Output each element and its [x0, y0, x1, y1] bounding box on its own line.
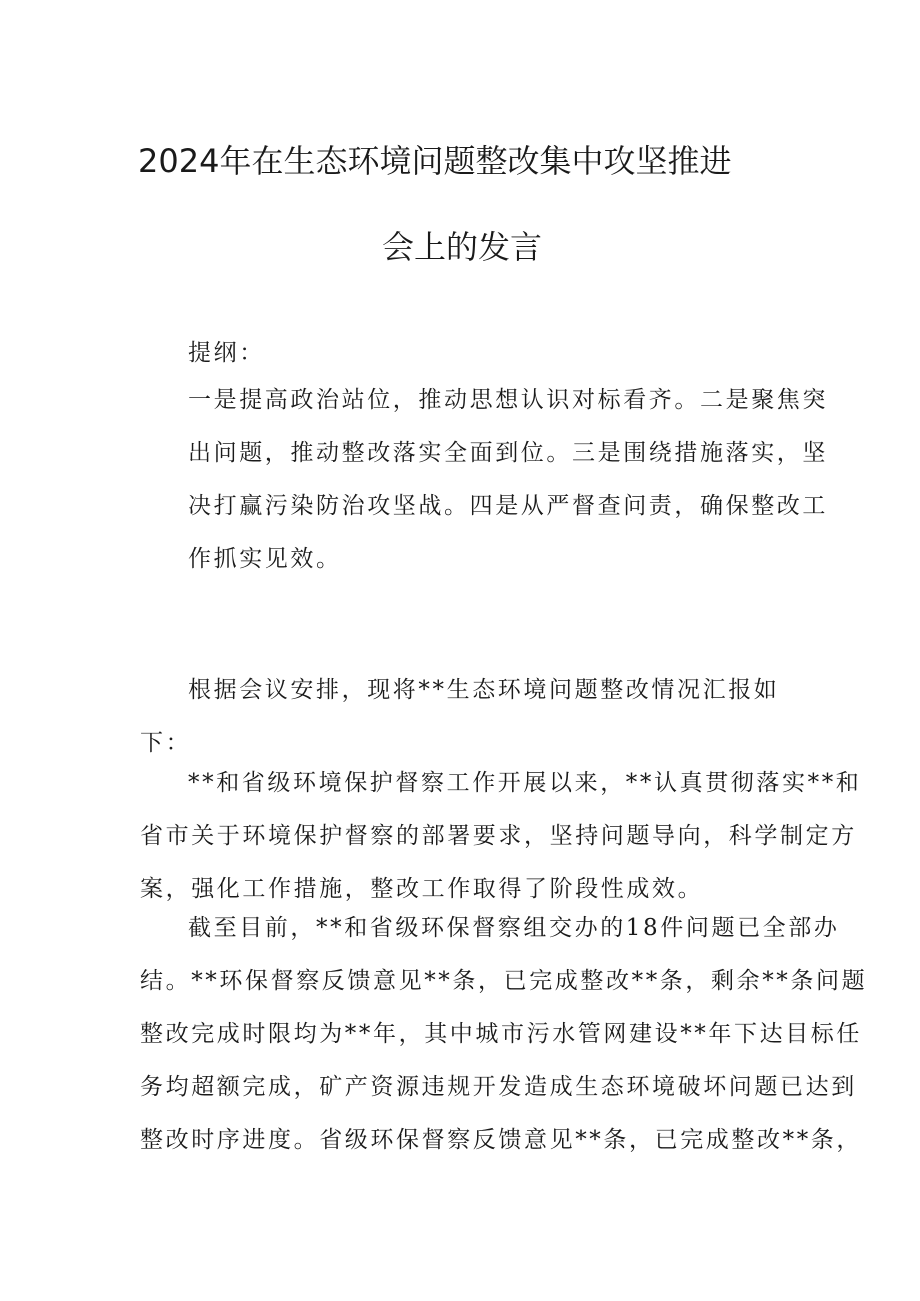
paragraph-line: **和省级环境保护督察工作开展以来，**认真贯彻落实**和 — [188, 770, 862, 796]
intro-line: 根据会议安排，现将**生态环境问题整改情况汇报如 — [188, 677, 780, 703]
paragraph-line: 结。**环保督察反馈意见**条，已完成整改**条，剩余**条问题 — [140, 968, 868, 994]
body-paragraph-1 — [140, 757, 862, 916]
paragraph-line: 案，强化工作措施，整改工作取得了阶段性成效。 — [140, 876, 704, 902]
intro-line: 下： — [140, 730, 192, 756]
outline-label: 提纲： — [188, 340, 265, 366]
outline-line: 决打赢污染防治攻坚战。四是从严督查问责，确保整改工 — [188, 493, 828, 519]
intro-paragraph — [140, 664, 790, 770]
paragraph-line: 整改完成时限均为**年，其中城市污水管网建设**年下达目标任 — [140, 1021, 862, 1047]
document-title-line-1: 2024年在生态环境问题整改集中攻坚推进 — [138, 142, 732, 180]
body-paragraph-2 — [140, 902, 868, 1167]
outline-line: 出问题，推动整改落实全面到位。三是围绕措施落实，坚 — [188, 440, 828, 466]
paragraph-line: 整改时序进度。省级环保督察反馈意见**条，已完成整改**条， — [140, 1127, 862, 1153]
paragraph-line: 截至目前，**和省级环保督察组交办的18件问题已全部办 — [188, 915, 840, 941]
paragraph-line: 务均超额完成，矿产资源违规开发造成生态环境破坏问题已达到 — [140, 1074, 857, 1100]
outline-line: 作抓实见效。 — [188, 546, 342, 572]
document-title-line-2: 会上的发言 — [382, 228, 543, 266]
paragraph-line: 省市关于环境保护督察的部署要求，坚持问题导向，科学制定方 — [140, 823, 857, 849]
outline-paragraph — [188, 374, 828, 586]
outline-line: 一是提高政治站位，推动思想认识对标看齐。二是聚焦突 — [188, 387, 828, 413]
